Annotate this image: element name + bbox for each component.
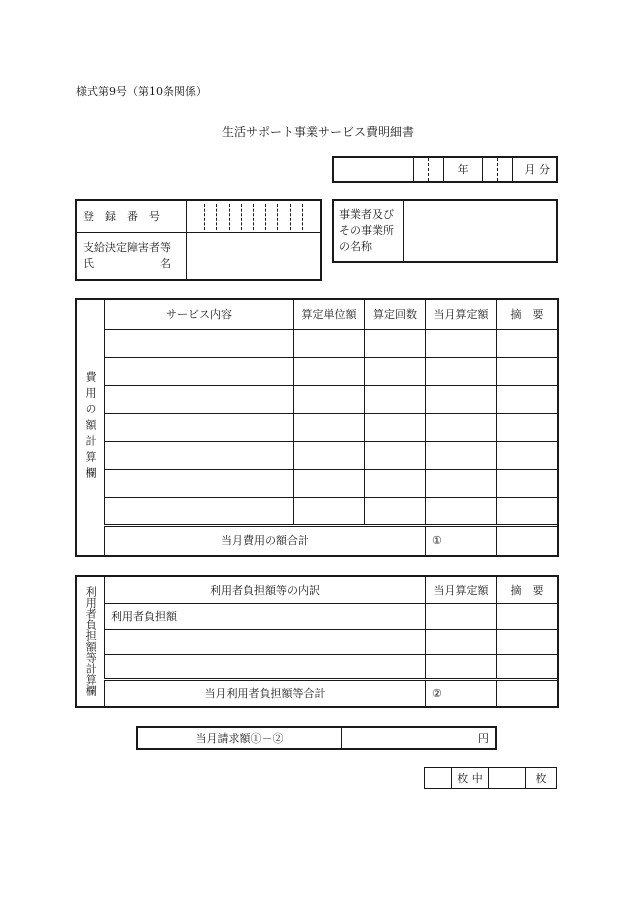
cost-cell[interactable] xyxy=(294,413,365,441)
cost-cell[interactable] xyxy=(497,497,558,525)
date-box xyxy=(333,157,557,182)
cost-cell[interactable] xyxy=(294,386,365,414)
header-breakdown: 利用者負担額等の内訳 xyxy=(105,577,426,604)
user-side-label-text: 利用者負担額等計算欄 xyxy=(84,585,98,696)
user-cell[interactable] xyxy=(426,604,497,630)
cost-cell[interactable] xyxy=(105,469,294,497)
cost-row xyxy=(77,441,558,469)
cost-cell[interactable] xyxy=(294,441,365,469)
cost-cell[interactable] xyxy=(426,441,497,469)
cost-cell[interactable] xyxy=(365,413,426,441)
year-label: 年 xyxy=(443,158,483,182)
cost-cell[interactable] xyxy=(497,386,558,414)
page-total-field[interactable] xyxy=(489,768,526,789)
cost-row xyxy=(77,358,558,386)
registration-number-field[interactable] xyxy=(187,201,321,233)
user-cell[interactable] xyxy=(497,655,558,680)
cost-calculation-table xyxy=(76,299,558,556)
cost-cell[interactable] xyxy=(294,469,365,497)
user-row xyxy=(77,655,558,680)
date-blank-cell[interactable] xyxy=(334,158,414,182)
cost-side-label-text: 費用の額計算欄 xyxy=(84,370,97,483)
user-cell[interactable] xyxy=(497,604,558,630)
user-cell[interactable] xyxy=(426,655,497,680)
user-total-label: 当月利用者負担額等合計 xyxy=(105,680,426,707)
user-row xyxy=(77,630,558,655)
user-burden-label: 利用者負担額 xyxy=(105,604,426,630)
billing-label: 当月請求額①－② xyxy=(138,728,342,749)
month-digit-1[interactable] xyxy=(483,158,498,182)
header-service-content: サービス内容 xyxy=(105,300,294,330)
cost-cell[interactable] xyxy=(365,441,426,469)
user-total-mark: ② xyxy=(432,687,442,700)
cost-cell[interactable] xyxy=(105,386,294,414)
cost-cell[interactable] xyxy=(426,413,497,441)
cost-cell[interactable] xyxy=(365,386,426,414)
header-monthly-amount: 当月算定額 xyxy=(426,300,497,330)
cost-total-mark: ① xyxy=(432,534,442,548)
page-middle-label: 枚 中 xyxy=(452,768,489,789)
user-cell[interactable] xyxy=(105,655,426,680)
cost-row xyxy=(77,413,558,441)
month-digit-2[interactable] xyxy=(498,158,513,182)
header-user-monthly-amount: 当月算定額 xyxy=(426,577,497,604)
month-label: 月 分 xyxy=(512,158,556,182)
cost-row xyxy=(77,497,558,525)
cost-cell[interactable] xyxy=(105,330,294,358)
cost-cell[interactable] xyxy=(105,497,294,525)
cost-cell[interactable] xyxy=(426,358,497,386)
registration-box xyxy=(76,200,321,280)
page-count-box xyxy=(424,767,557,789)
cost-cell[interactable] xyxy=(365,469,426,497)
cost-cell[interactable] xyxy=(105,441,294,469)
provider-label-line1: 事業者及び xyxy=(339,208,394,222)
cost-total-label: 当月費用の額合計 xyxy=(105,525,426,555)
header-user-remarks: 摘 要 xyxy=(497,577,558,604)
cost-cell[interactable] xyxy=(294,497,365,525)
page-end-label: 枚 xyxy=(526,768,557,789)
form-number: 様式第9号（第10条関係） xyxy=(76,85,207,98)
cost-cell[interactable] xyxy=(365,497,426,525)
header-unit-amount: 算定単位額 xyxy=(294,300,365,330)
cost-cell[interactable] xyxy=(365,358,426,386)
cost-cell[interactable] xyxy=(426,497,497,525)
document-title: 生活サポート事業サービス費明細書 xyxy=(222,125,415,139)
cost-cell[interactable] xyxy=(294,330,365,358)
user-section-side-label xyxy=(77,577,105,707)
cost-total-row xyxy=(77,525,558,555)
billing-box xyxy=(137,727,496,749)
provider-label xyxy=(334,201,404,262)
cost-cell[interactable] xyxy=(497,469,558,497)
cost-cell[interactable] xyxy=(105,413,294,441)
user-total-row xyxy=(77,680,558,707)
user-burden-table xyxy=(76,576,558,707)
cost-section-side-label xyxy=(77,300,105,556)
header-remarks: 摘 要 xyxy=(497,300,558,330)
page-index-field[interactable] xyxy=(425,768,452,789)
year-digit-2[interactable] xyxy=(429,158,444,182)
recipient-label-line1: 支給決定障害者等 xyxy=(83,240,171,254)
cost-cell[interactable] xyxy=(497,413,558,441)
cost-row xyxy=(77,469,558,497)
recipient-name-label xyxy=(77,233,187,280)
user-row xyxy=(77,604,558,630)
registration-number-label: 登 録 番 号 xyxy=(77,201,187,233)
year-digit-1[interactable] xyxy=(414,158,429,182)
cost-cell[interactable] xyxy=(105,358,294,386)
user-cell[interactable] xyxy=(105,630,426,655)
cost-cell[interactable] xyxy=(497,330,558,358)
billing-amount-field[interactable] xyxy=(342,728,496,749)
provider-label-line3: の名称 xyxy=(339,239,372,253)
cost-total-amount[interactable] xyxy=(426,525,497,555)
cost-cell[interactable] xyxy=(426,330,497,358)
cost-cell[interactable] xyxy=(426,469,497,497)
user-total-remarks[interactable] xyxy=(497,680,558,707)
header-count: 算定回数 xyxy=(365,300,426,330)
cost-cell[interactable] xyxy=(294,358,365,386)
billing-unit: 円 xyxy=(478,731,489,745)
user-cell[interactable] xyxy=(497,630,558,655)
recipient-name-field[interactable] xyxy=(187,233,321,280)
provider-name-field[interactable] xyxy=(404,201,557,262)
user-total-amount[interactable] xyxy=(426,680,497,707)
cost-row xyxy=(77,386,558,414)
user-cell[interactable] xyxy=(426,630,497,655)
recipient-label-line2: 氏 名 xyxy=(83,257,171,270)
cost-cell[interactable] xyxy=(497,441,558,469)
cost-row xyxy=(77,330,558,358)
cost-cell[interactable] xyxy=(365,330,426,358)
provider-label-line2: その事業所 xyxy=(339,224,394,238)
cost-total-remarks[interactable] xyxy=(497,525,558,555)
provider-box xyxy=(333,200,557,262)
cost-cell[interactable] xyxy=(497,358,558,386)
cost-cell[interactable] xyxy=(426,386,497,414)
